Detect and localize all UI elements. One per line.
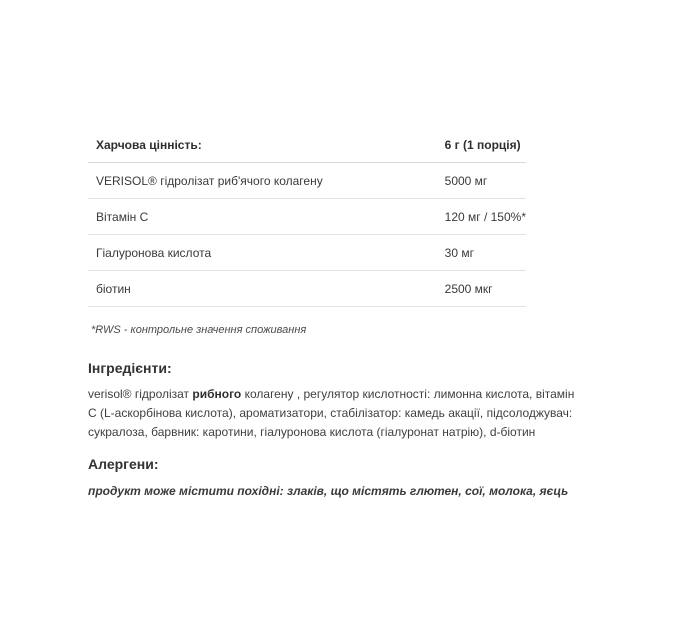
nutrition-header-label: Харчова цінність: bbox=[88, 128, 435, 163]
table-row bbox=[88, 199, 526, 235]
nutrition-table bbox=[88, 128, 526, 307]
nutrition-table-header bbox=[88, 128, 526, 163]
nutrient-name: VERISOL® гідролізат риб'ячого колагену bbox=[88, 163, 435, 199]
ingredients-text-start: verisol® гідролізат bbox=[88, 387, 193, 401]
table-row bbox=[88, 163, 526, 199]
nutrient-name: Вітамін С bbox=[88, 199, 435, 235]
nutrient-value: 30 мг bbox=[435, 235, 526, 271]
rws-footnote: *RWS - контрольне значення споживання bbox=[91, 324, 307, 336]
nutrient-value: 120 мг / 150%* bbox=[435, 199, 526, 235]
allergens-text: продукт може містити похідні: злаків, що містять глютен, сої, молока, яєць bbox=[88, 484, 569, 498]
nutrition-header-value: 6 г (1 порція) bbox=[435, 128, 526, 163]
nutrient-value: 5000 мг bbox=[435, 163, 526, 199]
ingredients-text-rest: колагену , регулятор кислотності: лимонна кислота, вітамін С (L-аскорбінова кислота), ароматизатори, стабілізатор: камедь акації, підсолоджувач: сукралоза, барвник: каротини, гіалуронова кислота (гіалуронат натрію), d-біотин bbox=[88, 387, 575, 439]
nutrient-value: 2500 мкг bbox=[435, 271, 526, 307]
product-info-content bbox=[88, 128, 588, 498]
allergens-heading: Алергени: bbox=[88, 456, 159, 472]
nutrient-name: Гіалуронова кислота bbox=[88, 235, 435, 271]
nutrient-name: біотин bbox=[88, 271, 435, 307]
table-row bbox=[88, 271, 526, 307]
ingredients-text bbox=[88, 385, 583, 442]
table-row bbox=[88, 235, 526, 271]
ingredients-heading: Інгредієнти: bbox=[88, 360, 172, 376]
ingredients-text-bold: рибного bbox=[192, 387, 242, 401]
